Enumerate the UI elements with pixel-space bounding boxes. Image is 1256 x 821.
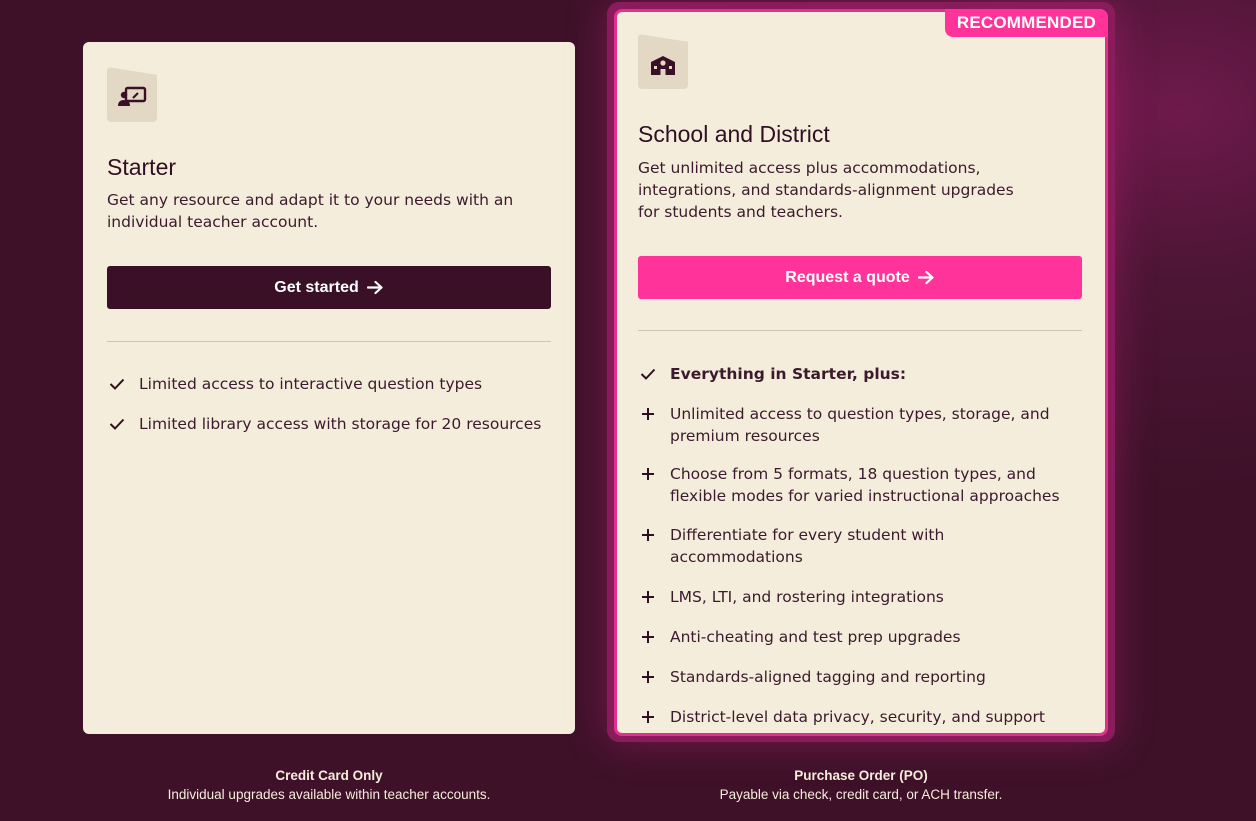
list-item: Limited access to interactive question types — [107, 373, 551, 395]
list-item: Everything in Starter, plus: — [638, 363, 1082, 385]
presentation-icon — [107, 67, 157, 122]
list-item: Choose from 5 formats, 18 question types, and flexible modes for varied instructional approaches — [638, 463, 1082, 507]
school-divider — [638, 330, 1082, 331]
list-item: Unlimited access to question types, storage, and premium resources — [638, 403, 1082, 447]
starter-plan-card — [83, 42, 575, 734]
request-quote-label: Request a quote — [785, 268, 910, 286]
starter-divider — [107, 341, 551, 342]
recommended-badge: RECOMMENDED — [945, 9, 1108, 37]
school-feature-list — [638, 363, 1082, 728]
arrow-right-icon — [918, 270, 935, 285]
starter-description: Get any resource and adapt it to your needs with an individual teacher account. — [107, 191, 514, 231]
school-payment-title: Purchase Order (PO) — [794, 768, 928, 783]
list-item: Differentiate for every student with accommodations — [638, 524, 1082, 568]
list-item: LMS, LTI, and rostering integrations — [638, 586, 1082, 608]
starter-payment-note — [83, 766, 575, 804]
list-item: District-level data privacy, security, and support — [638, 706, 1082, 728]
school-icon — [638, 34, 688, 89]
starter-title: Starter — [107, 154, 177, 180]
list-item: Limited library access with storage for 20 resources — [107, 413, 551, 435]
plus-icon — [638, 524, 657, 546]
plus-icon — [638, 626, 657, 648]
check-icon — [107, 413, 126, 435]
school-payment-text: Payable via check, credit card, or ACH transfer. — [719, 787, 1003, 802]
list-item: Anti-cheating and test prep upgrades — [638, 626, 1082, 648]
get-started-button[interactable] — [107, 266, 551, 309]
list-item: Standards-aligned tagging and reporting — [638, 666, 1082, 688]
school-plan-highlight — [607, 2, 1115, 742]
check-icon — [107, 373, 126, 395]
get-started-label: Get started — [274, 278, 359, 296]
school-description: Get unlimited access plus accommodations, integrations, and standards-alignment upgrades for students and teachers. — [638, 159, 1014, 221]
starter-payment-title: Credit Card Only — [275, 768, 383, 783]
plus-icon — [638, 463, 657, 485]
plus-icon — [638, 706, 657, 728]
request-quote-button[interactable] — [638, 256, 1082, 299]
school-plan-card — [614, 9, 1108, 736]
starter-feature-list — [107, 373, 551, 435]
plus-icon — [638, 403, 657, 425]
check-icon — [638, 363, 657, 385]
arrow-right-icon — [367, 280, 384, 295]
school-title: School and District — [638, 121, 830, 147]
starter-payment-text: Individual upgrades available within teacher accounts. — [167, 787, 491, 802]
school-payment-note — [614, 766, 1108, 804]
plus-icon — [638, 586, 657, 608]
plus-icon — [638, 666, 657, 688]
